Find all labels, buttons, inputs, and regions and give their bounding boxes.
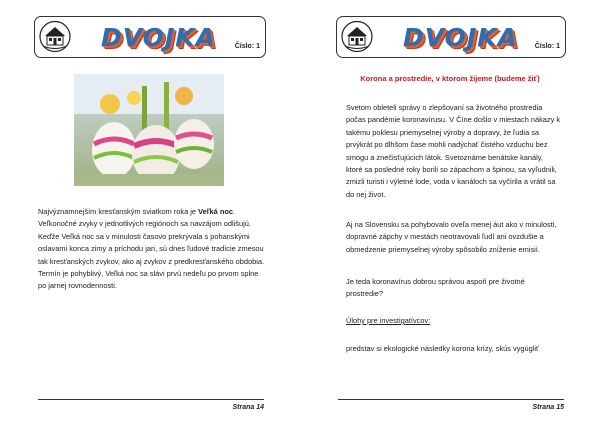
- school-logo-icon: [341, 20, 373, 53]
- page-number: Strana 15: [532, 404, 564, 411]
- article-paragraph: Aj na Slovensku sa pohybovalo oveľa menej áut ako v minulosti, dopravné zápchy v mestách neotravovali ľudí ani ovzdušie a obmedzenie priemyselnej výroby spôsobilo zníženie emisií.: [346, 220, 557, 254]
- header-box: [336, 16, 566, 58]
- task-item: predstav si ekologické následky korona krízy, skús vygúgliť: [346, 344, 539, 353]
- magazine-title: DVOJKA: [101, 23, 216, 52]
- article-question: Je teda koronavírus dobrou správou aspoň pre životné prostredie?: [346, 277, 525, 299]
- easter-text-intro: Najvýznamnejším kresťanským sviatkom roka je: [38, 207, 199, 216]
- page-number: Strana 14: [232, 404, 264, 411]
- page-right: [300, 0, 600, 424]
- tasks-heading: Úlohy pre investigatívcov:: [346, 316, 431, 325]
- easter-article-text: [38, 206, 266, 293]
- article-title: Korona a prostredie, v ktorom žijeme (budeme žiť): [360, 74, 540, 83]
- issue-number: Číslo: 1: [234, 43, 260, 50]
- magazine-title: DVOJKA: [403, 23, 518, 52]
- footer-divider: [338, 399, 564, 400]
- easter-text-rest: . Veľkonočné zvyky v jednotlivých regiónoch sa navzájom odlišujú. Keďže Veľká noc sa v minulosti časovo prekrývala s pohanskými oslavami konca zimy a príchodu jari, sú dnes ľudové tradície zmesou tak kresťanských zvykov, ako aj zvykov z predkresťanského obdobia. Termín je pohyblivý, Veľká noc sa slávi prvú nedeľu po prvom splne po jarnej rovnodennosti.: [38, 207, 264, 291]
- school-logo-icon: [39, 20, 71, 53]
- article-paragraph: Svetom obleteli správy o zlepšovaní sa životného prostredia počas pandémie koronavírusu. V Číne došlo v miestach nákazy k takému poklesu priemyselnej výroby a dopravy, že ľudia sa prvýkrát po dlhšom čase mohli nadýchať čistého vzduchu bez smogu a znečisťujúcich látok. Svetoznáme benátske kanály, ktoré sa posledné roky borili so zápachom a špinou, sa vyľudnili, zmizli turisti i výletné lode, voda v kanáloch sa vyčírila a vrátil sa do nej život.: [346, 103, 561, 199]
- header-box: [34, 16, 266, 58]
- issue-number: Číslo: 1: [534, 43, 560, 50]
- footer-divider: [38, 399, 264, 400]
- easter-eggs-photo: [74, 74, 224, 186]
- easter-text-bold: Veľká noc: [198, 207, 233, 216]
